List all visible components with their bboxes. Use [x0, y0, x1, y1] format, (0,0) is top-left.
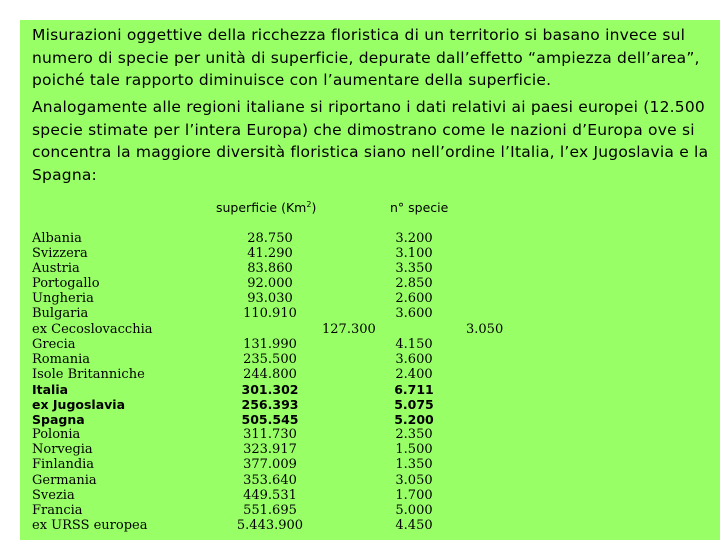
area-cell: 353.640: [243, 472, 297, 488]
species-cell: 4.450: [395, 517, 433, 533]
species-cell: 1.700: [395, 487, 433, 503]
species-cell: 3.200: [395, 231, 433, 246]
country-cell: Bulgaria: [32, 306, 89, 322]
slide: [20, 20, 720, 540]
species-cell: 5.075: [394, 397, 434, 413]
country-cell: Portogallo: [32, 276, 100, 292]
area-header-text: superficie (Km: [216, 200, 307, 216]
area-column-header: [216, 200, 316, 215]
area-cell: 551.695: [243, 502, 297, 518]
country-cell: ex Cecoslovacchia: [32, 321, 153, 337]
area-cell: 311.730: [243, 427, 297, 443]
area-cell: 92.000: [247, 276, 293, 292]
country-cell: ex URSS europea: [32, 517, 148, 533]
area-header-close: ): [311, 200, 317, 216]
species-cell: 5.200: [394, 412, 434, 428]
cecoslovacchia-area-value: 127.300: [322, 322, 376, 337]
species-column: [378, 231, 450, 533]
country-cell: Isole Britanniche: [32, 366, 145, 382]
country-cell: Norvegia: [32, 442, 93, 458]
species-cell: 4.150: [395, 336, 433, 352]
species-cell: 1.500: [395, 442, 433, 458]
country-cell: Grecia: [32, 336, 76, 352]
species-cell: 2.850: [395, 276, 433, 292]
area-cell: 5.443.900: [236, 517, 304, 533]
country-cell: Germania: [32, 472, 97, 488]
species-cell: 3.050: [395, 472, 433, 488]
species-cell: 5.000: [395, 502, 433, 518]
country-cell: Finlandia: [32, 457, 95, 473]
area-cell: 301.302: [241, 381, 299, 397]
europe-paragraph: Analogamente alle regioni italiane si riportano i dati relativi ai paesi europei (12.500 specie stimate per l’intera Europa) che dimostrano come le nazioni d’Europa ove si concentra la maggiore diversità floristica siano nell’ordine l’Italia, l’ex Jugoslavia e la Spagna:: [32, 98, 709, 184]
intro-paragraph: Misurazioni oggettive della ricchezza floristica di un territorio si basano invece sul numero di specie per unità di superficie, depurate dall’effetto “ampiezza dell’area”, poiché tale rapporto diminuisce con l’aumentare della superficie.: [32, 26, 700, 89]
area-cell: 41.290: [247, 246, 293, 262]
species-cell: 3.600: [395, 306, 433, 322]
species-cell: 6.711: [394, 381, 434, 397]
area-cell: 256.393: [241, 397, 299, 413]
area-cell: 93.030: [247, 291, 293, 307]
country-cell: Austria: [32, 261, 80, 277]
country-cell: Svezia: [32, 487, 75, 503]
country-cell: Svizzera: [32, 246, 88, 262]
species-cell: 2.350: [395, 427, 433, 443]
species-column-header: n° specie: [390, 200, 449, 215]
country-cell: Romania: [32, 351, 90, 367]
area-column: [234, 231, 306, 533]
cecoslovacchia-species-value: 3.050: [466, 322, 504, 337]
area-cell: 244.800: [243, 366, 297, 382]
species-cell: 1.350: [395, 457, 433, 473]
species-cell: 3.350: [395, 261, 433, 277]
species-cell: 2.600: [395, 291, 433, 307]
species-cell: 3.600: [395, 351, 433, 367]
area-cell: 110.910: [243, 306, 297, 322]
area-cell: 449.531: [243, 487, 297, 503]
area-cell: 83.860: [247, 261, 293, 277]
area-cell: 28.750: [247, 231, 293, 246]
area-cell: 131.990: [243, 336, 297, 352]
area-cell: 505.545: [241, 412, 299, 428]
species-cell: [378, 322, 450, 337]
country-cell: Spagna: [32, 412, 85, 428]
species-cell: 3.100: [395, 246, 433, 262]
country-column: [32, 231, 153, 533]
country-cell: ex Jugoslavia: [32, 397, 126, 413]
area-header-exponent: 2: [306, 200, 312, 209]
area-cell: 235.500: [243, 351, 297, 367]
country-cell: Ungheria: [32, 291, 94, 307]
area-cell: 323.917: [243, 442, 297, 458]
area-cell: 377.009: [243, 457, 297, 473]
country-cell: Albania: [32, 231, 82, 246]
country-cell: Italia: [32, 381, 69, 397]
country-cell: Francia: [32, 502, 83, 518]
species-cell: 2.400: [395, 366, 433, 382]
country-cell: Polonia: [32, 427, 81, 443]
area-cell: [234, 322, 306, 337]
